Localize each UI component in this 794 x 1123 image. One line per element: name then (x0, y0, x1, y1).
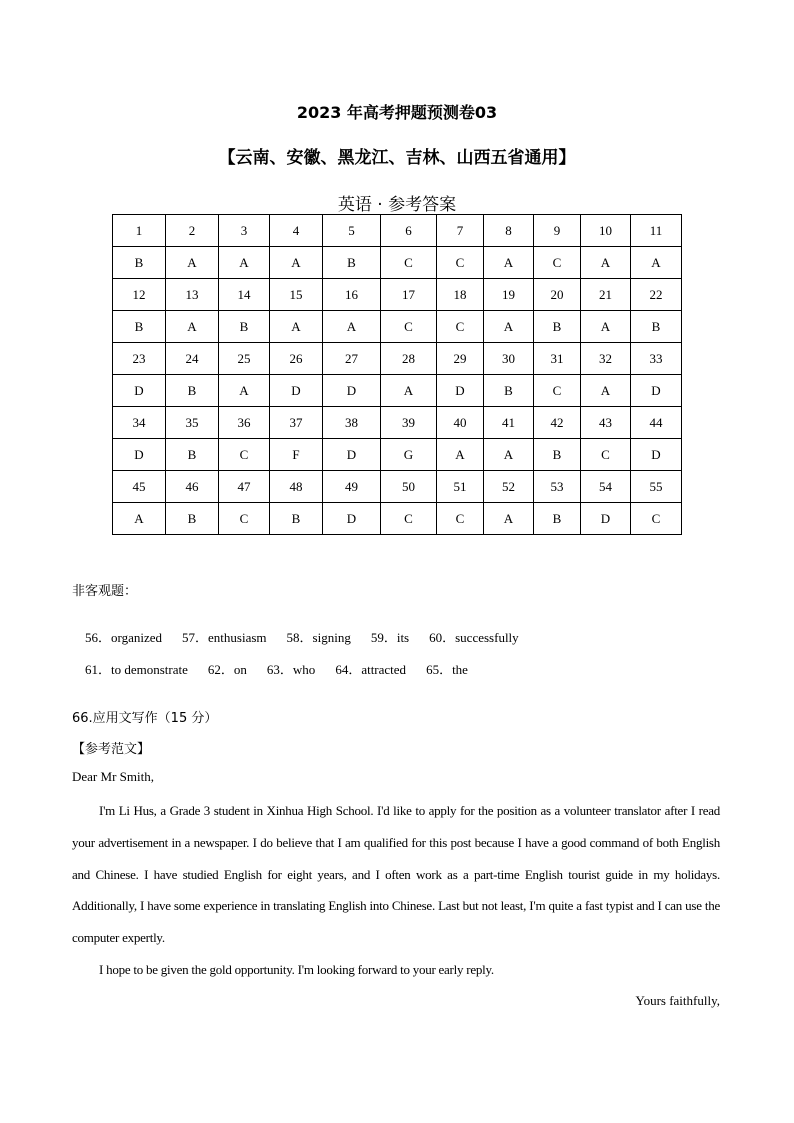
answer-cell: A (484, 439, 534, 471)
answer-cell: C (381, 503, 437, 535)
answer-cell: D (631, 375, 682, 407)
answer-cell: A (484, 247, 534, 279)
answer-63: 63．who (266, 662, 316, 677)
question-number-row (113, 279, 682, 311)
answer-cell: A (323, 311, 381, 343)
letter-paragraph-2: I hope to be given the gold opportunity. I'm looking forward to your early reply. (99, 962, 494, 977)
answer-row (113, 439, 682, 471)
question-number-row (113, 343, 682, 375)
answer-cell: B (113, 311, 166, 343)
question-number-cell: 49 (323, 471, 381, 503)
question-number-cell: 13 (166, 279, 219, 311)
question-number-cell: 25 (219, 343, 270, 375)
question-number-row (113, 215, 682, 247)
question-number-row (113, 471, 682, 503)
answer-cell: A (581, 311, 631, 343)
question-number-cell: 52 (484, 471, 534, 503)
answer-cell: A (270, 311, 323, 343)
question-number-cell: 23 (113, 343, 166, 375)
answer-cell: A (581, 247, 631, 279)
letter-closing: Yours faithfully, (635, 993, 720, 1008)
answer-cell: A (484, 311, 534, 343)
question-number-cell: 1 (113, 215, 166, 247)
answer-cell: C (381, 311, 437, 343)
question-number-cell: 31 (534, 343, 581, 375)
answer-cell: A (166, 247, 219, 279)
answer-cell: D (113, 375, 166, 407)
question-number-cell: 26 (270, 343, 323, 375)
question-number-cell: 32 (581, 343, 631, 375)
question-number-cell: 40 (437, 407, 484, 439)
answer-cell: D (323, 439, 381, 471)
exam-title: 2023 年高考押题预测卷03 (296, 103, 498, 122)
question-number-cell: 2 (166, 215, 219, 247)
answer-cell: C (631, 503, 682, 535)
question-number-cell: 46 (166, 471, 219, 503)
answer-cell: B (534, 439, 581, 471)
answer-cell: A (113, 503, 166, 535)
answer-row (113, 247, 682, 279)
essay-title: 66.应用文写作（15 分） (72, 711, 218, 726)
answer-cell: A (219, 247, 270, 279)
question-number-cell: 7 (437, 215, 484, 247)
question-number-cell: 16 (323, 279, 381, 311)
non-objective-heading: 非客观题： (72, 584, 138, 599)
question-number-cell: 17 (381, 279, 437, 311)
answer-cell: C (534, 375, 581, 407)
answer-key-heading: 英语 · 参考答案 (337, 195, 457, 215)
question-number-cell: 9 (534, 215, 581, 247)
question-number-cell: 36 (219, 407, 270, 439)
answer-cell: B (534, 503, 581, 535)
question-number-cell: 54 (581, 471, 631, 503)
answer-cell: A (270, 247, 323, 279)
answer-cell: C (437, 311, 484, 343)
question-number-cell: 43 (581, 407, 631, 439)
question-number-cell: 5 (323, 215, 381, 247)
answer-cell: D (631, 439, 682, 471)
question-number-cell: 37 (270, 407, 323, 439)
question-number-cell: 18 (437, 279, 484, 311)
question-number-row (113, 407, 682, 439)
question-number-cell: 20 (534, 279, 581, 311)
answer-cell: D (581, 503, 631, 535)
answer-table (112, 214, 682, 535)
answer-cell: D (270, 375, 323, 407)
question-number-cell: 38 (323, 407, 381, 439)
answer-cell: B (113, 247, 166, 279)
answer-cell: B (484, 375, 534, 407)
question-number-cell: 24 (166, 343, 219, 375)
answer-cell: A (219, 375, 270, 407)
question-number-cell: 22 (631, 279, 682, 311)
answer-cell: B (631, 311, 682, 343)
answer-cell: A (484, 503, 534, 535)
answer-cell: B (270, 503, 323, 535)
question-number-cell: 47 (219, 471, 270, 503)
question-number-cell: 12 (113, 279, 166, 311)
question-number-cell: 28 (381, 343, 437, 375)
answer-cell: D (323, 375, 381, 407)
question-number-cell: 35 (166, 407, 219, 439)
question-number-cell: 15 (270, 279, 323, 311)
answer-row (113, 311, 682, 343)
answer-60: 60．successfully (429, 630, 519, 645)
exam-subtitle: 【云南、安徽、黑龙江、吉林、山西五省通用】 (218, 148, 576, 168)
question-number-cell: 30 (484, 343, 534, 375)
answer-cell: F (270, 439, 323, 471)
letter-salutation: Dear Mr Smith, (72, 769, 154, 784)
answer-cell: C (581, 439, 631, 471)
answer-cell: C (219, 439, 270, 471)
answer-cell: G (381, 439, 437, 471)
question-number-cell: 55 (631, 471, 682, 503)
question-number-cell: 14 (219, 279, 270, 311)
question-number-cell: 29 (437, 343, 484, 375)
answer-cell: C (219, 503, 270, 535)
answer-cell: B (166, 375, 219, 407)
answer-cell: A (437, 439, 484, 471)
answer-cell: D (323, 503, 381, 535)
answer-cell: B (166, 439, 219, 471)
question-number-cell: 6 (381, 215, 437, 247)
question-number-cell: 27 (323, 343, 381, 375)
answer-cell: B (534, 311, 581, 343)
answer-59: 59．its (370, 630, 410, 645)
question-number-cell: 8 (484, 215, 534, 247)
answer-cell: C (437, 503, 484, 535)
fill-answers-line-2 (72, 643, 488, 694)
answer-row (113, 503, 682, 535)
question-number-cell: 39 (381, 407, 437, 439)
question-number-cell: 51 (437, 471, 484, 503)
question-number-cell: 34 (113, 407, 166, 439)
question-number-cell: 11 (631, 215, 682, 247)
answer-cell: C (381, 247, 437, 279)
answer-57: 57．enthusiasm (182, 630, 267, 645)
answer-cell: C (534, 247, 581, 279)
question-number-cell: 19 (484, 279, 534, 311)
question-number-cell: 10 (581, 215, 631, 247)
answer-cell: A (381, 375, 437, 407)
question-number-cell: 50 (381, 471, 437, 503)
question-number-cell: 53 (534, 471, 581, 503)
answer-cell: C (437, 247, 484, 279)
answer-row (113, 375, 682, 407)
answer-cell: A (631, 247, 682, 279)
question-number-cell: 44 (631, 407, 682, 439)
question-number-cell: 33 (631, 343, 682, 375)
question-number-cell: 48 (270, 471, 323, 503)
reference-label: 【参考范文】 (72, 742, 151, 757)
answer-56: 56．organized (85, 630, 163, 645)
answer-62: 62．on (207, 662, 247, 677)
answer-cell: D (437, 375, 484, 407)
answer-cell: D (113, 439, 166, 471)
answer-cell: B (323, 247, 381, 279)
answer-cell: B (219, 311, 270, 343)
question-number-cell: 42 (534, 407, 581, 439)
question-number-cell: 41 (484, 407, 534, 439)
answer-cell: B (166, 503, 219, 535)
letter-paragraph-1: I'm Li Hus, a Grade 3 student in Xinhua High School. I'd like to apply for the position as a volunteer translator after I read your advertisement in a newspaper. I do believe that I am qualified for this post because I have a good command of both English and Chinese. I have studied English for eight years, and I often work as a part-time English tourist guide in my holidays. Additionally, I have some experience in translating English into Chinese. Last but not least, I'm quite a fast typist and I can use the computer expertly. (72, 803, 720, 946)
answer-61: 61．to demonstrate (85, 662, 188, 677)
question-number-cell: 21 (581, 279, 631, 311)
answer-cell: A (166, 311, 219, 343)
question-number-cell: 4 (270, 215, 323, 247)
answer-58: 58．signing (286, 630, 351, 645)
question-number-cell: 3 (219, 215, 270, 247)
answer-65: 65．the (426, 662, 468, 677)
answer-cell: A (581, 375, 631, 407)
answer-64: 64．attracted (335, 662, 407, 677)
question-number-cell: 45 (113, 471, 166, 503)
